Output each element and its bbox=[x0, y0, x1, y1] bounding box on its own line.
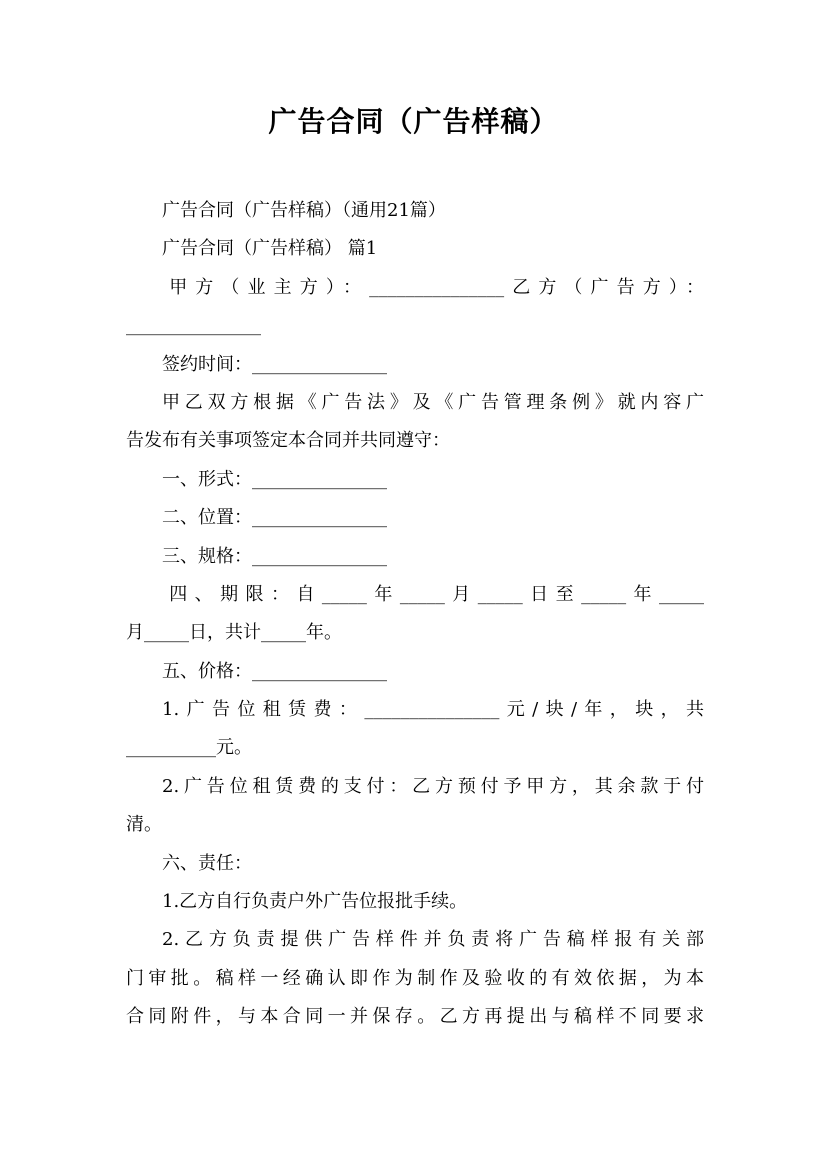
clause-form-line: 一、形式：_______________ bbox=[162, 468, 387, 490]
clause-price-line: 五、价格：_______________ bbox=[162, 660, 387, 682]
responsibility-item-line-continued: 门审批。稿样一经确认即作为制作及验收的有效依据，为本 bbox=[126, 967, 704, 989]
responsibility-item-line-continued: 合同附件，与本合同一并保存。乙方再提出与稿样不同要求 bbox=[126, 1006, 704, 1028]
clause-term-line-continued: 月_____日，共计_____年。 bbox=[126, 622, 342, 644]
party-line: 甲方（业主方）：_______________乙方（广告方）： bbox=[169, 276, 704, 298]
document-body bbox=[126, 192, 704, 1037]
price-item-line-continued: __________元。 bbox=[126, 737, 252, 759]
responsibility-item-line: 2.乙方负责提供广告样件并负责将广告稿样报有关部 bbox=[162, 929, 704, 951]
clause-responsibility-line: 六、责任： bbox=[162, 852, 252, 874]
clause-spec-line: 三、规格：_______________ bbox=[162, 545, 387, 567]
section-heading: 广告合同（广告样稿） 篇1 bbox=[162, 238, 378, 260]
payment-item-line-continued: 清。 bbox=[126, 814, 162, 836]
clause-term-line: 四、期限：自_____年_____月_____日至_____年_____ bbox=[169, 583, 704, 605]
payment-item-line: 2.广告位租赁费的支付：乙方预付予甲方，其余款于付 bbox=[162, 775, 704, 797]
clause-location-line: 二、位置：_______________ bbox=[162, 507, 387, 529]
paragraph-line: 告发布有关事项签定本合同并共同遵守： bbox=[126, 430, 450, 452]
subtitle-line: 广告合同（广告样稿）（通用21篇） bbox=[162, 200, 446, 221]
responsibility-item-line: 1.乙方自行负责户外广告位报批手续。 bbox=[162, 891, 468, 913]
party-line-continued: _______________ bbox=[126, 315, 261, 337]
document-title: 广告合同（广告样稿） bbox=[268, 105, 559, 138]
price-item-line: 1.广告位租赁费：_______________元/块/年，块，共 bbox=[162, 699, 704, 721]
paragraph-line: 甲乙双方根据《广告法》及《广告管理条例》就内容广 bbox=[162, 391, 704, 413]
signing-date-line: 签约时间：_______________ bbox=[162, 353, 387, 375]
